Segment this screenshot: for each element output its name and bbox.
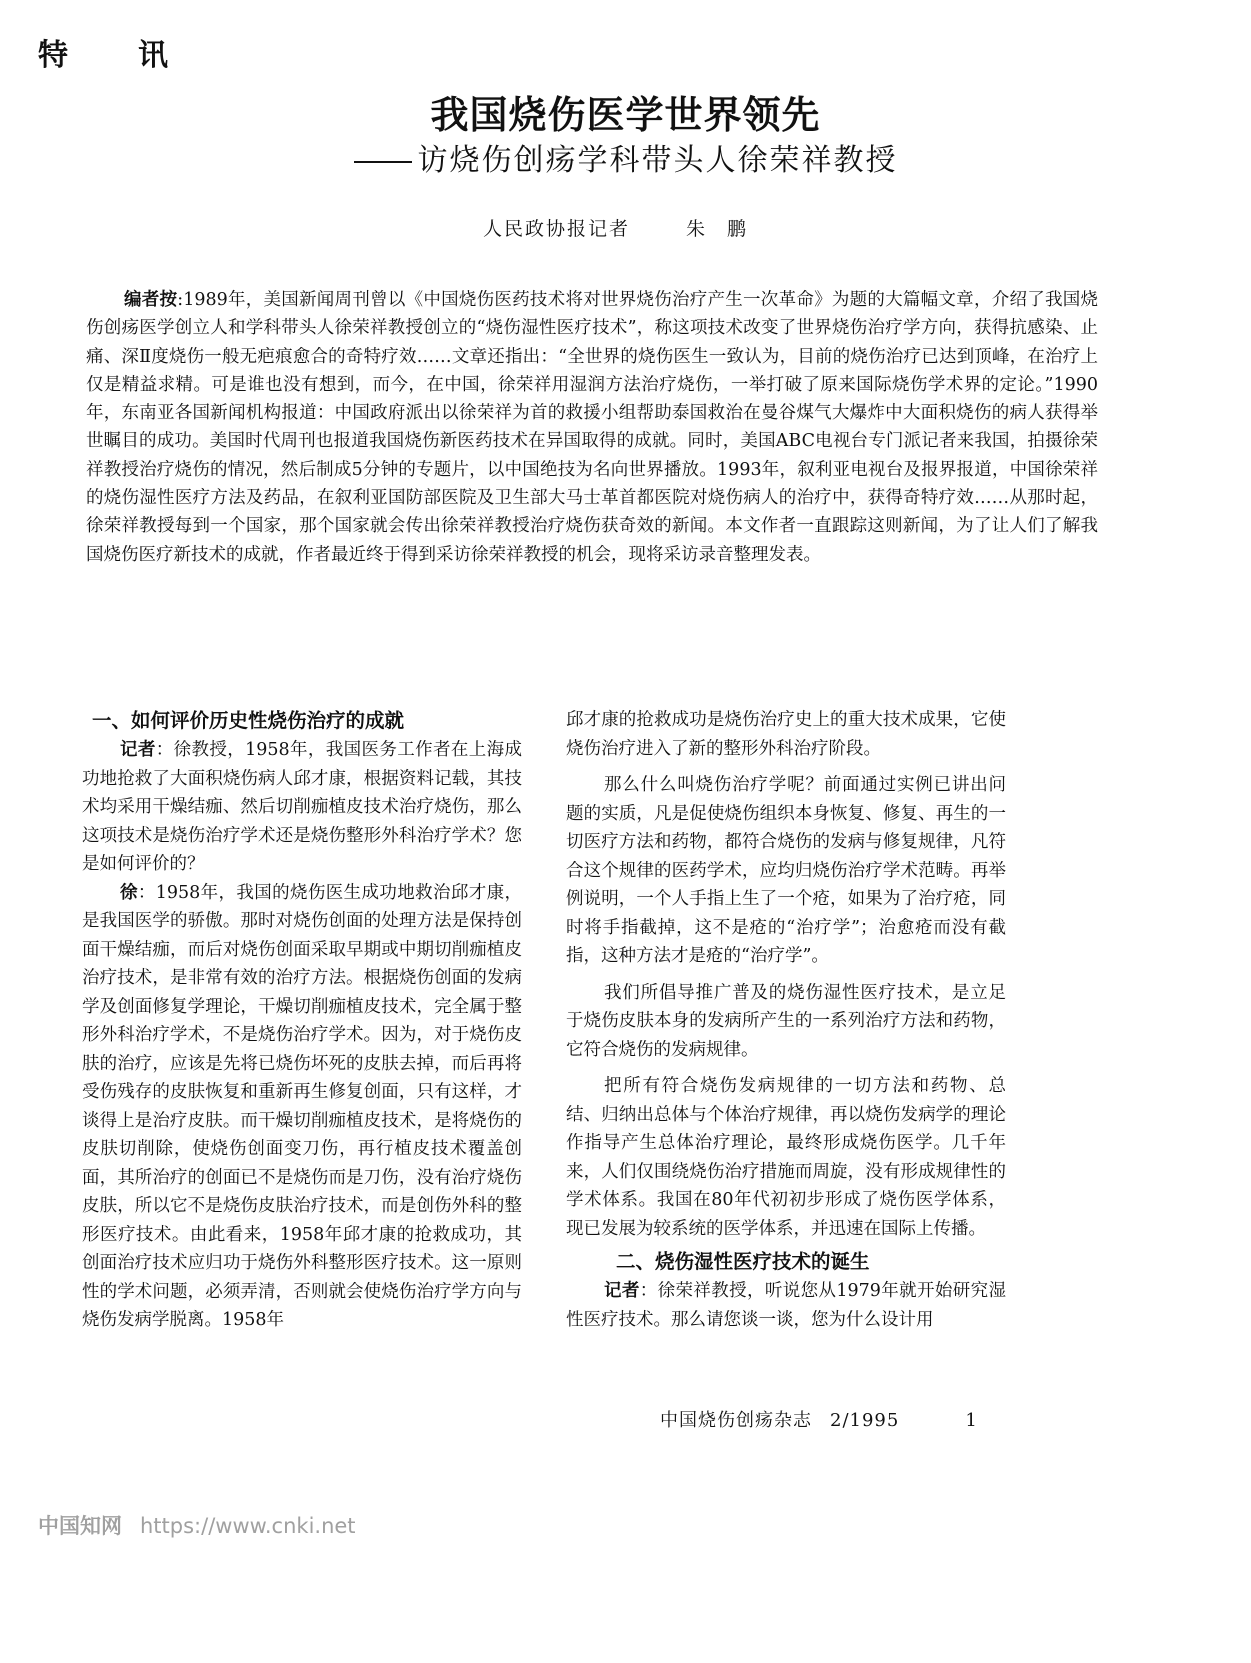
byline <box>0 214 1251 241</box>
article-subtitle <box>0 135 1251 179</box>
left-column <box>82 706 522 1335</box>
cnki-watermark <box>38 1510 356 1540</box>
paragraph-answer-1 <box>82 879 522 1335</box>
article-title: 我国烧伤医学世界领先 <box>430 93 821 137</box>
page-footer <box>660 1406 978 1432</box>
paragraph-continuation: 邱才康的抢救成功是烧伤治疗史上的重大技术成果，它使烧伤治疗进入了新的整形外科治疗阶段。 <box>566 710 1006 759</box>
paragraph-text: ：徐荣祥教授，听说您从1979年就开始研究湿性医疗技术。那么请您谈一谈，您为什么设计用 <box>566 1281 1006 1330</box>
right-column <box>566 706 1006 1334</box>
subtitle-dash <box>354 161 412 163</box>
paragraph: 我们所倡导推广普及的烧伤湿性医疗技术，是立足于烧伤皮肤本身的发病所产生的一系列治疗方法和药物，它符合烧伤的发病规律。 <box>566 982 1006 1060</box>
speaker-label: 徐 <box>120 882 138 903</box>
page-number: 1 <box>965 1410 978 1431</box>
byline-author: 朱鹏 <box>686 218 769 240</box>
journal-name: 中国烧伤创疡杂志 <box>660 1410 812 1431</box>
subtitle-text: 访烧伤创疡学科带头人徐荣祥教授 <box>417 143 898 178</box>
section-tag: 特 讯 <box>38 38 188 73</box>
editor-note <box>86 286 1098 569</box>
paragraph-text: ：1958年，我国的烧伤医生成功地救治邱才康，是我国医学的骄傲。那时对烧伤创面的处理方法是保持创面干燥结痂，而后对烧伤创面采取早期或中期切削痂植皮治疗技术，是非常有效的治疗方法。根据烧伤创面的发病学及创面修复学理论，干燥切削痂植皮技术，完全属于整形外科治疗学术，不是烧伤治疗学术。因为，对于烧伤皮肤的治疗，应该是先将已烧伤坏死的皮肤去掉，而后再将受伤残存的皮肤恢复和重新再生修复创面，只有这样，才谈得上是治疗皮肤。而干燥切削痂植皮技术，是将烧伤的皮肤切削除，使烧伤创面变刀伤，再行植皮技术覆盖创面，其所治疗的创面已不是烧伤而是刀伤，没有治疗烧伤皮肤，所以它不是烧伤皮肤治疗技术，而是创伤外科的整形医疗技术。由此看来，1958年邱才康的抢救成功，其创面治疗技术应归功于烧伤外科整形医疗技术。这一原则性的学术问题，必须弄清，否则就会使烧伤治疗学方向与烧伤发病学脱离。1958年 <box>82 882 522 1330</box>
section-heading-1: 一、如何评价历史性烧伤治疗的成就 <box>92 709 405 732</box>
speaker-label: 记者 <box>120 740 156 760</box>
speaker-label: 记者 <box>604 1281 640 1301</box>
paragraph: 把所有符合烧伤发病规律的一切方法和药物、总结、归纳出总体与个体治疗规律，再以烧伤发病学的理论作指导产生总体治疗理论，最终形成烧伤医学。几千年来，人们仅围绕烧伤治疗措施而周旋，没有形成规律性的学术体系。我国在80年代初初步形成了烧伤医学体系，现已发展为较系统的医学体系，并迅速在国际上传播。 <box>566 1076 1006 1239</box>
cnki-url: https://www.cnki.net <box>140 1514 356 1538</box>
paragraph-text: ：徐教授，1958年，我国医务工作者在上海成功地抢救了大面积烧伤病人邱才康，根据资料记载，其技术均采用干燥结痂、然后切削痂植皮技术治疗烧伤，那么这项技术是烧伤治疗学术还是烧伤整形外科治疗学术？您是如何评价的？ <box>82 740 522 874</box>
byline-org: 人民政协报记者 <box>482 218 630 240</box>
editor-note-text: :1989年，美国新闻周刊曾以《中国烧伤医药技术将对世界烧伤治疗产生一次革命》为题的大篇幅文章，介绍了我国烧伤创疡医学创立人和学科带头人徐荣祥教授创立的“烧伤湿性医疗技术”，称这项技术改变了世界烧伤治疗学方向，获得抗感染、止痛、深Ⅱ度烧伤一般无疤痕愈合的奇特疗效……文章还指出：“全世界的烧伤医生一致认为，目前的烧伤治疗已达到顶峰，在治疗上仅是精益求精。可是谁也没有想到，而今，在中国，徐荣祥用湿润方法治疗烧伤，一举打破了原来国际烧伤学术界的定论。”1990年，东南亚各国新闻机构报道：中国政府派出以徐荣祥为首的救援小组帮助泰国救治在曼谷煤气大爆炸中大面积烧伤的病人获得举世瞩目的成功。美国时代周刊也报道我国烧伤新医药技术在异国取得的成就。同时，美国ABC电视台专门派记者来我国，拍摄徐荣祥教授治疗烧伤的情况，然后制成5分钟的专题片，以中国绝技为名向世界播放。1993年，叙利亚电视台及报界报道，中国徐荣祥的烧伤湿性医疗方法及药品，在叙利亚国防部医院及卫生部大马士革首都医院对烧伤病人的治疗中，获得奇特疗效……从那时起，徐荣祥教授每到一个国家，那个国家就会传出徐荣祥教授治疗烧伤获奇效的新闻。本文作者一直跟踪这则新闻，为了让人们了解我国烧伤医疗新技术的成就，作者最近终于得到采访徐荣祥教授的机会，现将采访录音整理发表。 <box>86 290 1099 565</box>
cnki-logo: 中国知网 <box>38 1514 122 1538</box>
section-heading-2: 二、烧伤湿性医疗技术的诞生 <box>616 1250 870 1273</box>
paragraph-question-2 <box>566 1277 1006 1334</box>
issue-number: 2/1995 <box>830 1410 900 1431</box>
paragraph-question-1 <box>82 736 522 879</box>
editor-note-label: 编者按 <box>124 290 178 310</box>
paragraph: 那么什么叫烧伤治疗学呢？前面通过实例已讲出问题的实质，凡是促使烧伤组织本身恢复、修复、再生的一切医疗方法和药物，都符合烧伤的发病与修复规律，凡符合这个规律的医药学术，应均归烧伤治疗学术范畴。再举例说明，一个人手指上生了一个疮，如果为了治疗疮，同时将手指截掉，这不是疮的“治疗学”；治愈疮而没有截指，这种方法才是疮的“治疗学”。 <box>566 775 1006 966</box>
